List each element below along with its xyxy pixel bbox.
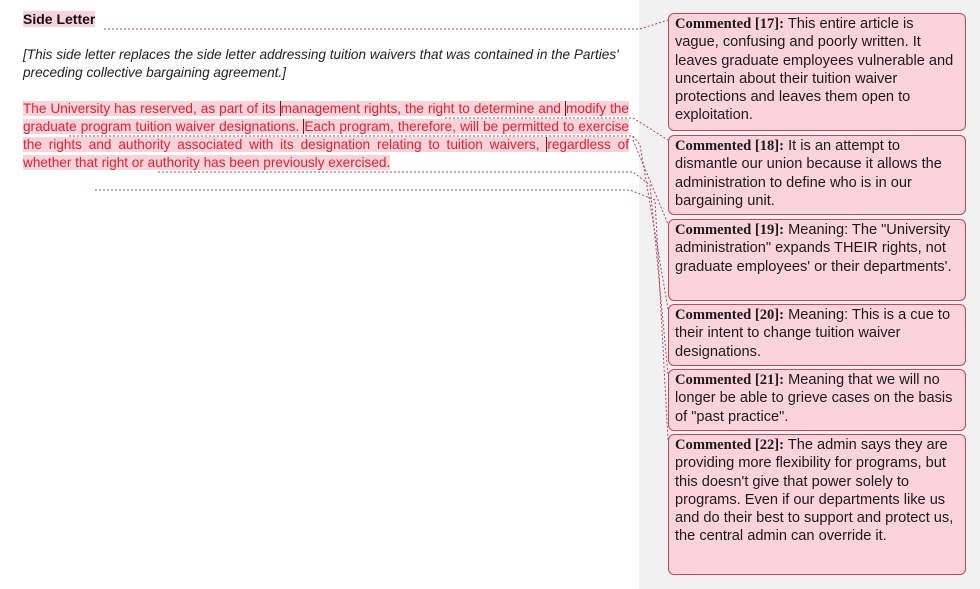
comment-text: The admin says they are providing more flexibility for programs, but this doesn't give that power solely to programs. Even if our departments like us and do their best to support and protect us, the central admin can override it. [675, 437, 954, 545]
commented-text-regardless[interactable]: regardless of whether that right or authority has been previously exercised. [23, 137, 629, 170]
document-body [23, 10, 629, 172]
comment-21[interactable] [668, 369, 966, 431]
connector-22 [95, 190, 668, 440]
body-text: The University has reserved, as part of its [23, 101, 280, 116]
comment-label: Commented [18]: [675, 138, 785, 154]
body-text: the graduate program tuition waiver designations. [23, 101, 629, 134]
intro-paragraph: [This side letter replaces the side letter addressing tuition waivers that was contained in the Parties' preceding collective bargaining agreement.] [23, 47, 619, 80]
comment-text: It is an attempt to dismantle our union because it allows the administration to define who is in our bargaining unit. [675, 138, 942, 209]
heading [23, 10, 629, 28]
heading-text: Side Letter [23, 11, 96, 27]
body-text: , the right to determine and [397, 101, 566, 116]
comment-text: Meaning: The "University administration" expands THEIR rights, not graduate employees' or their departments'. [675, 222, 952, 275]
comment-text: Meaning: This is a cue to their intent to change tuition waiver designations. [675, 307, 951, 360]
comment-label: Commented [19]: [675, 222, 785, 238]
commented-text-management-rights[interactable]: management rights [280, 101, 398, 116]
comment-text: Meaning that we will no longer be able to grieve cases on the basis of "past practice". [675, 372, 953, 425]
commented-text-modify[interactable]: modify [566, 101, 607, 116]
comment-17[interactable] [668, 13, 966, 131]
comment-label: Commented [21]: [675, 372, 785, 388]
comment-19[interactable] [668, 219, 966, 301]
comment-label: Commented [22]: [675, 437, 785, 453]
body-paragraph [23, 100, 629, 172]
comment-22[interactable] [668, 434, 966, 575]
comment-20[interactable] [668, 304, 966, 366]
comment-label: Commented [20]: [675, 307, 785, 323]
comment-text: This entire article is vague, confusing and poorly written. It leaves graduate employees vulnerable and uncertain about their tuition waiver protections and leaves them open to exploitation. [675, 16, 954, 124]
connector-21 [158, 172, 668, 374]
commented-text-each-program[interactable]: Each program, therefore, will be permitted to exercise the rights and authority associated with its designation relating to tuition waivers, [23, 119, 629, 152]
comment-18[interactable] [668, 135, 966, 215]
comment-label: Commented [17]: [675, 16, 785, 32]
